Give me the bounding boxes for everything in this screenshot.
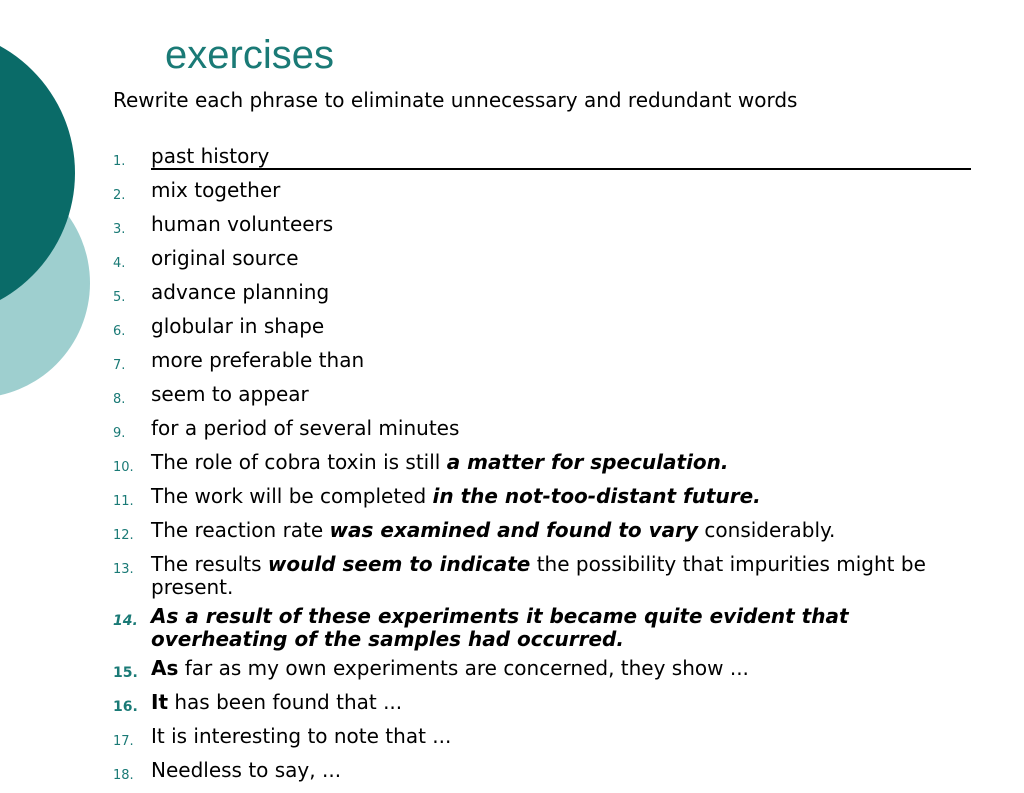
item-text: globular in shape	[151, 314, 325, 338]
item-text-tail: has been found that ...	[168, 690, 403, 714]
item-text: more preferable than	[151, 348, 365, 372]
item-number: 3.	[113, 222, 126, 237]
item-emphasis: was examined and found to vary	[329, 518, 699, 542]
list-item	[113, 213, 983, 241]
item-number: 14.	[113, 613, 138, 629]
list-item	[113, 315, 983, 343]
item-text-tail: the possibility that impurities might be present.	[151, 552, 926, 599]
item-emphasis: in the not-too-distant future.	[432, 484, 761, 508]
item-number: 1.	[113, 154, 126, 169]
item-number: 5.	[113, 290, 126, 305]
item-text: It is interesting to note that ...	[151, 724, 452, 748]
item-emphasis: would seem to indicate	[267, 552, 531, 576]
item-number: 12.	[113, 528, 134, 543]
list-item	[113, 691, 983, 719]
item-emphasis: As a result of these experiments it became quite evident that overheating of the samples had occurred.	[151, 604, 849, 651]
list-item	[113, 553, 983, 599]
item-emphasis: a matter for speculation.	[446, 450, 729, 474]
item-number: 6.	[113, 324, 126, 339]
item-number: 11.	[113, 494, 134, 509]
slide-subtitle: Rewrite each phrase to eliminate unnecessary and redundant words	[113, 88, 798, 112]
item-text: advance planning	[151, 280, 330, 304]
list-item	[113, 657, 983, 685]
item-text: The results	[151, 552, 268, 576]
item-bold-word: As	[151, 656, 179, 680]
item-text: for a period of several minutes	[151, 416, 460, 440]
list-item	[113, 485, 983, 513]
list-item	[113, 451, 983, 479]
item-bold-word: It	[151, 690, 169, 714]
item-text: The work will be completed	[151, 484, 433, 508]
item-number: 2.	[113, 188, 126, 203]
item-text: Needless to say, ...	[151, 758, 342, 782]
list-item	[113, 179, 983, 207]
item-text: past history	[151, 145, 971, 170]
item-number: 15.	[113, 665, 138, 681]
item-number: 4.	[113, 256, 126, 271]
item-number: 13.	[113, 562, 134, 577]
item-number: 9.	[113, 426, 126, 441]
item-text: human volunteers	[151, 212, 334, 236]
list-item	[113, 247, 983, 275]
item-text: original source	[151, 246, 299, 270]
item-text-tail: far as my own experiments are concerned, they show ...	[178, 656, 749, 680]
item-text: seem to appear	[151, 382, 309, 406]
slide-title: exercises	[165, 33, 334, 77]
item-number: 17.	[113, 734, 134, 749]
item-number: 18.	[113, 768, 134, 783]
list-item	[113, 725, 983, 753]
list-item	[113, 605, 983, 651]
item-number: 10.	[113, 460, 134, 475]
list-item	[113, 519, 983, 547]
list-item	[113, 281, 983, 309]
item-text: The role of cobra toxin is still	[151, 450, 447, 474]
list-item	[113, 759, 983, 787]
item-number: 7.	[113, 358, 126, 373]
list-item	[113, 145, 983, 173]
item-number: 16.	[113, 699, 138, 715]
item-number: 8.	[113, 392, 126, 407]
item-text: The reaction rate	[151, 518, 330, 542]
item-text: mix together	[151, 178, 281, 202]
exercise-list	[113, 145, 983, 793]
list-item	[113, 417, 983, 445]
item-text-tail: considerably.	[698, 518, 836, 542]
list-item	[113, 383, 983, 411]
list-item	[113, 349, 983, 377]
